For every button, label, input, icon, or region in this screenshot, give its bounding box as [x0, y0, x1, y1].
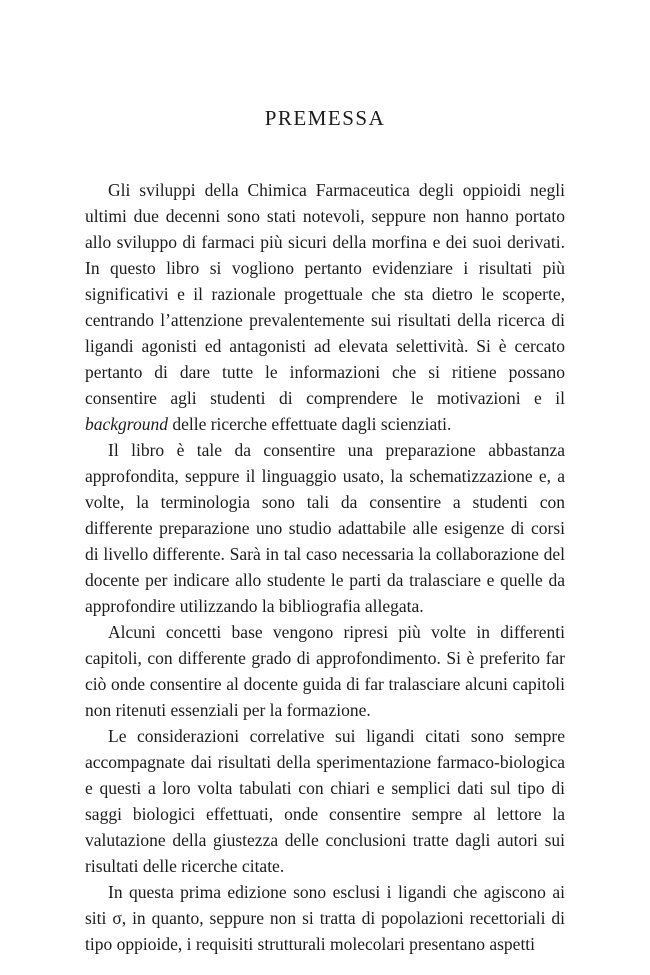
text-segment: Il libro è tale da consentire una preparazione abbastanza approfondita, seppure il linguaggio usato, la schematizzazione e, a volte, la terminologia sono tali da consentire a studenti con differente preparazione uno studio adattabile alle esigenze di corsi di livello differente. Sarà in tal caso necessaria la collaborazione del docente per indicare allo studente le parti da tralasciare e quelle da approfondire utilizzando la bibliografia allegata.: [85, 440, 565, 616]
text-segment: Le considerazioni correlative sui ligandi citati sono sempre accompagnate dai risultati della sperimentazione farmaco-biologica e questi a loro volta tabulati con chiari e semplici dati sul tipo di saggi biologici effettuati, onde consentire sempre al lettore la valutazione della giustezza delle conclusioni tratte dagli autori sui risultati delle ricerche citate.: [85, 726, 565, 876]
paragraph: [85, 437, 565, 619]
text-segment: In questa prima edizione sono esclusi i ligandi che agiscono ai siti σ, in quanto, seppure non si tratta di popolazioni recettoriali di tipo oppioide, i requisiti strutturali molecolari presentano aspetti: [85, 882, 565, 954]
paragraph: [85, 879, 565, 957]
text-segment: Gli sviluppi della Chimica Farmaceutica degli oppioidi negli ultimi due decenni sono stati notevoli, seppure non hanno portato allo sviluppo di farmaci più sicuri della morfina e dei suoi derivati. In questo libro si vogliono pertanto evidenziare i risultati più significativi e il razionale progettuale che sta dietro le scoperte, centrando l’attenzione prevalentemente sui risultati della ricerca di ligandi agonisti ed antagonisti ad elevata selettività. Si è cercato pertanto di dare tutte le informazioni che si ritiene possano consentire agli studenti di comprendere le motivazioni e il: [85, 180, 565, 408]
page-title: PREMESSA: [264, 106, 386, 130]
body-text: [85, 177, 565, 957]
text-segment: Alcuni concetti base vengono ripresi più volte in differenti capitoli, con differente grado di approfondimento. Si è preferito far ciò onde consentire al docente guida di far tralasciare alcuni capitoli non ritenuti essenziali per la formazione.: [85, 622, 565, 720]
paragraph: [85, 177, 565, 437]
italic-term: background: [85, 414, 168, 434]
paragraph: [85, 619, 565, 723]
text-segment: delle ricerche effettuate dagli scienziati.: [167, 414, 452, 434]
paragraph: [85, 723, 565, 879]
